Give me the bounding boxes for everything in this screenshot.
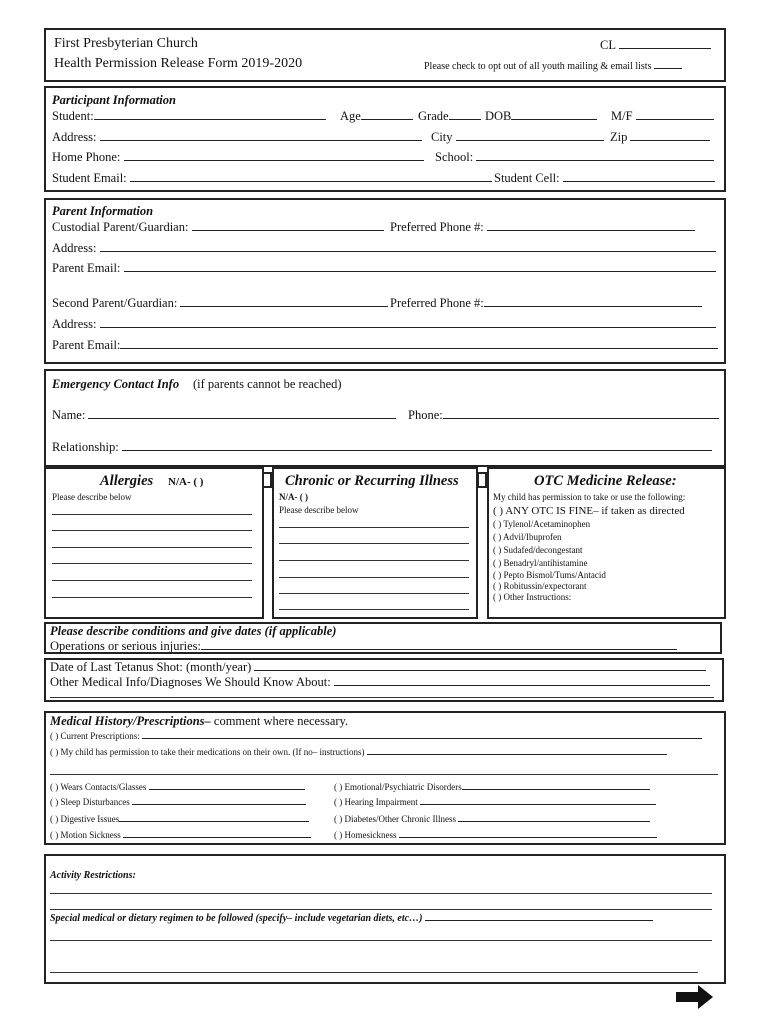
right-arrow-icon[interactable] bbox=[676, 984, 714, 1010]
other-medical-line[interactable] bbox=[50, 697, 714, 698]
activity-heading: Activity Restrictions: bbox=[50, 870, 136, 881]
activity-line[interactable] bbox=[50, 909, 712, 910]
student-cell-field[interactable] bbox=[563, 171, 715, 182]
allergies-na[interactable]: N/A- ( ) bbox=[168, 476, 204, 488]
relationship-label: Relationship: bbox=[52, 440, 712, 455]
otc-item[interactable]: ( ) Advil/Ibuprofen bbox=[493, 532, 562, 542]
grade-label: Grade bbox=[418, 109, 481, 124]
allergies-line[interactable] bbox=[52, 530, 252, 531]
parent-email-label: Parent Email: bbox=[52, 261, 716, 276]
tetanus-label: Date of Last Tetanus Shot: (month/year) bbox=[50, 660, 706, 675]
special-regimen-line[interactable] bbox=[50, 940, 712, 941]
current-prescriptions-field[interactable] bbox=[142, 731, 702, 739]
self-medication-label: ( ) My child has permission to take their medications on their own. (If no– instructions) bbox=[50, 747, 667, 757]
participant-heading: Participant Information bbox=[52, 93, 176, 107]
city-label: City bbox=[431, 130, 604, 145]
allergies-line[interactable] bbox=[52, 514, 252, 515]
city-field[interactable] bbox=[456, 130, 604, 141]
parent-address2-label: Address: bbox=[52, 317, 716, 332]
preferred-phone-field[interactable] bbox=[487, 220, 695, 231]
cl-field[interactable] bbox=[619, 38, 711, 49]
otc-item[interactable]: ( ) Tylenol/Acetaminophen bbox=[493, 519, 591, 529]
school-label: School: bbox=[435, 150, 714, 165]
student-email-label: Student Email: bbox=[52, 171, 492, 186]
special-regimen-label: Special medical or dietary regimen to be followed (specify– include vegetarian diets, etc…) bbox=[50, 913, 653, 924]
allergies-line[interactable] bbox=[52, 563, 252, 564]
home-phone-field[interactable] bbox=[124, 150, 424, 161]
dob-field[interactable] bbox=[511, 109, 597, 120]
otc-permission: My child has permission to take or use the following: bbox=[493, 492, 686, 502]
self-medication-field[interactable] bbox=[367, 747, 667, 755]
preferred-phone-label: Preferred Phone #: bbox=[390, 220, 695, 235]
tetanus-field[interactable] bbox=[254, 660, 706, 671]
cl-label: CL bbox=[600, 38, 711, 53]
digestive-item[interactable]: ( ) Digestive Issues bbox=[50, 814, 309, 824]
parent-email-field[interactable] bbox=[124, 261, 716, 272]
mf-label: M/F bbox=[611, 109, 714, 124]
otc-item[interactable]: ( ) Benadryl/antihistamine bbox=[493, 558, 588, 568]
parent-email2-label: Parent Email: bbox=[52, 338, 718, 353]
self-medication-line[interactable] bbox=[50, 774, 718, 775]
special-regimen-line[interactable] bbox=[50, 972, 698, 973]
parent-address-field[interactable] bbox=[100, 241, 716, 252]
chronic-line[interactable] bbox=[279, 560, 469, 561]
contacts-item[interactable]: ( ) Wears Contacts/Glasses bbox=[50, 782, 305, 792]
diabetes-item[interactable]: ( ) Diabetes/Other Chronic Illness bbox=[334, 814, 650, 824]
age-label: Age bbox=[340, 109, 413, 124]
chronic-heading: Chronic or Recurring Illness bbox=[285, 473, 459, 489]
divider-marker bbox=[262, 472, 272, 488]
chronic-line[interactable] bbox=[279, 527, 469, 528]
chronic-line[interactable] bbox=[279, 609, 469, 610]
form-title: Health Permission Release Form 2019-2020 bbox=[54, 56, 303, 71]
otc-heading: OTC Medicine Release: bbox=[534, 473, 677, 489]
emergency-heading: Emergency Contact Info bbox=[52, 377, 180, 391]
preferred-phone2-field[interactable] bbox=[484, 296, 702, 307]
other-medical-label: Other Medical Info/Diagnoses We Should Know About: bbox=[50, 675, 710, 690]
student-name-field[interactable] bbox=[94, 109, 326, 120]
current-prescriptions-label: ( ) Current Prescriptions: bbox=[50, 731, 702, 741]
zip-field[interactable] bbox=[630, 130, 710, 141]
otc-item[interactable]: ( ) Pepto Bismol/Tums/Antacid bbox=[493, 570, 606, 580]
otc-item[interactable]: ( ) Robitussin/expectorant bbox=[493, 581, 587, 591]
second-parent-label: Second Parent/Guardian: bbox=[52, 296, 388, 311]
emotional-item[interactable]: ( ) Emotional/Psychiatric Disorders bbox=[334, 782, 650, 792]
other-medical-field[interactable] bbox=[334, 675, 710, 686]
grade-field[interactable] bbox=[449, 109, 481, 120]
church-name: First Presbyterian Church bbox=[54, 36, 198, 51]
otc-item[interactable]: ( ) Other Instructions: bbox=[493, 592, 572, 602]
activity-line[interactable] bbox=[50, 893, 712, 894]
medical-history-title: Medical History/Prescriptions– comment where necessary. bbox=[50, 714, 349, 728]
allergies-line[interactable] bbox=[52, 547, 252, 548]
homesickness-item[interactable]: ( ) Homesickness bbox=[334, 830, 657, 840]
parent-address-label: Address: bbox=[52, 241, 716, 256]
parent-heading: Parent Information bbox=[52, 204, 154, 218]
preferred-phone2-label: Preferred Phone #: bbox=[390, 296, 702, 311]
otc-item[interactable]: ( ) ANY OTC IS FINE– if taken as directed bbox=[493, 505, 685, 517]
opt-out-label: Please check to opt out of all youth mailing & email lists bbox=[424, 58, 682, 72]
divider-marker bbox=[477, 472, 487, 488]
emergency-name-field[interactable] bbox=[88, 408, 396, 419]
motion-sickness-item[interactable]: ( ) Motion Sickness bbox=[50, 830, 311, 840]
emergency-phone-field[interactable] bbox=[443, 408, 719, 419]
custodial-field[interactable] bbox=[192, 220, 384, 231]
dob-label: DOB bbox=[485, 109, 597, 124]
allergies-heading: Allergies bbox=[100, 473, 154, 489]
hearing-item[interactable]: ( ) Hearing Impairment bbox=[334, 797, 656, 807]
allergies-line[interactable] bbox=[52, 580, 252, 581]
sleep-item[interactable]: ( ) Sleep Disturbances bbox=[50, 797, 306, 807]
allergies-line[interactable] bbox=[52, 597, 252, 598]
chronic-line[interactable] bbox=[279, 577, 469, 578]
otc-item[interactable]: ( ) Sudafed/decongestant bbox=[493, 545, 583, 555]
relationship-field[interactable] bbox=[122, 440, 712, 451]
address-field[interactable] bbox=[100, 130, 422, 141]
mf-field[interactable] bbox=[636, 109, 714, 120]
emergency-note: (if parents cannot be reached) bbox=[193, 377, 342, 391]
parent-email2-field[interactable] bbox=[120, 338, 718, 349]
student-cell-label: Student Cell: bbox=[494, 171, 715, 186]
school-field[interactable] bbox=[476, 150, 714, 161]
chronic-describe: Please describe below bbox=[279, 505, 359, 515]
chronic-line[interactable] bbox=[279, 593, 469, 594]
home-phone-label: Home Phone: bbox=[52, 150, 424, 165]
operations-label: Operations or serious injuries: bbox=[50, 639, 677, 654]
conditions-heading: Please describe conditions and give dates (if applicable) bbox=[50, 624, 337, 638]
student-row: Student: bbox=[52, 109, 326, 124]
chronic-na[interactable]: N/A- ( ) bbox=[279, 492, 308, 502]
zip-label: Zip bbox=[610, 130, 710, 145]
chronic-line[interactable] bbox=[279, 543, 469, 544]
parent-address2-field[interactable] bbox=[100, 317, 716, 328]
student-email-field[interactable] bbox=[130, 171, 492, 182]
opt-out-checkbox[interactable] bbox=[654, 58, 682, 69]
emergency-name-label: Name: bbox=[52, 408, 396, 423]
address-label: Address: bbox=[52, 130, 422, 145]
age-field[interactable] bbox=[361, 109, 413, 120]
emergency-phone-label: Phone: bbox=[408, 408, 719, 423]
custodial-label: Custodial Parent/Guardian: bbox=[52, 220, 384, 235]
second-parent-field[interactable] bbox=[180, 296, 388, 307]
special-regimen-field[interactable] bbox=[425, 913, 653, 921]
operations-field[interactable] bbox=[201, 639, 677, 650]
allergies-describe: Please describe below bbox=[52, 492, 132, 502]
